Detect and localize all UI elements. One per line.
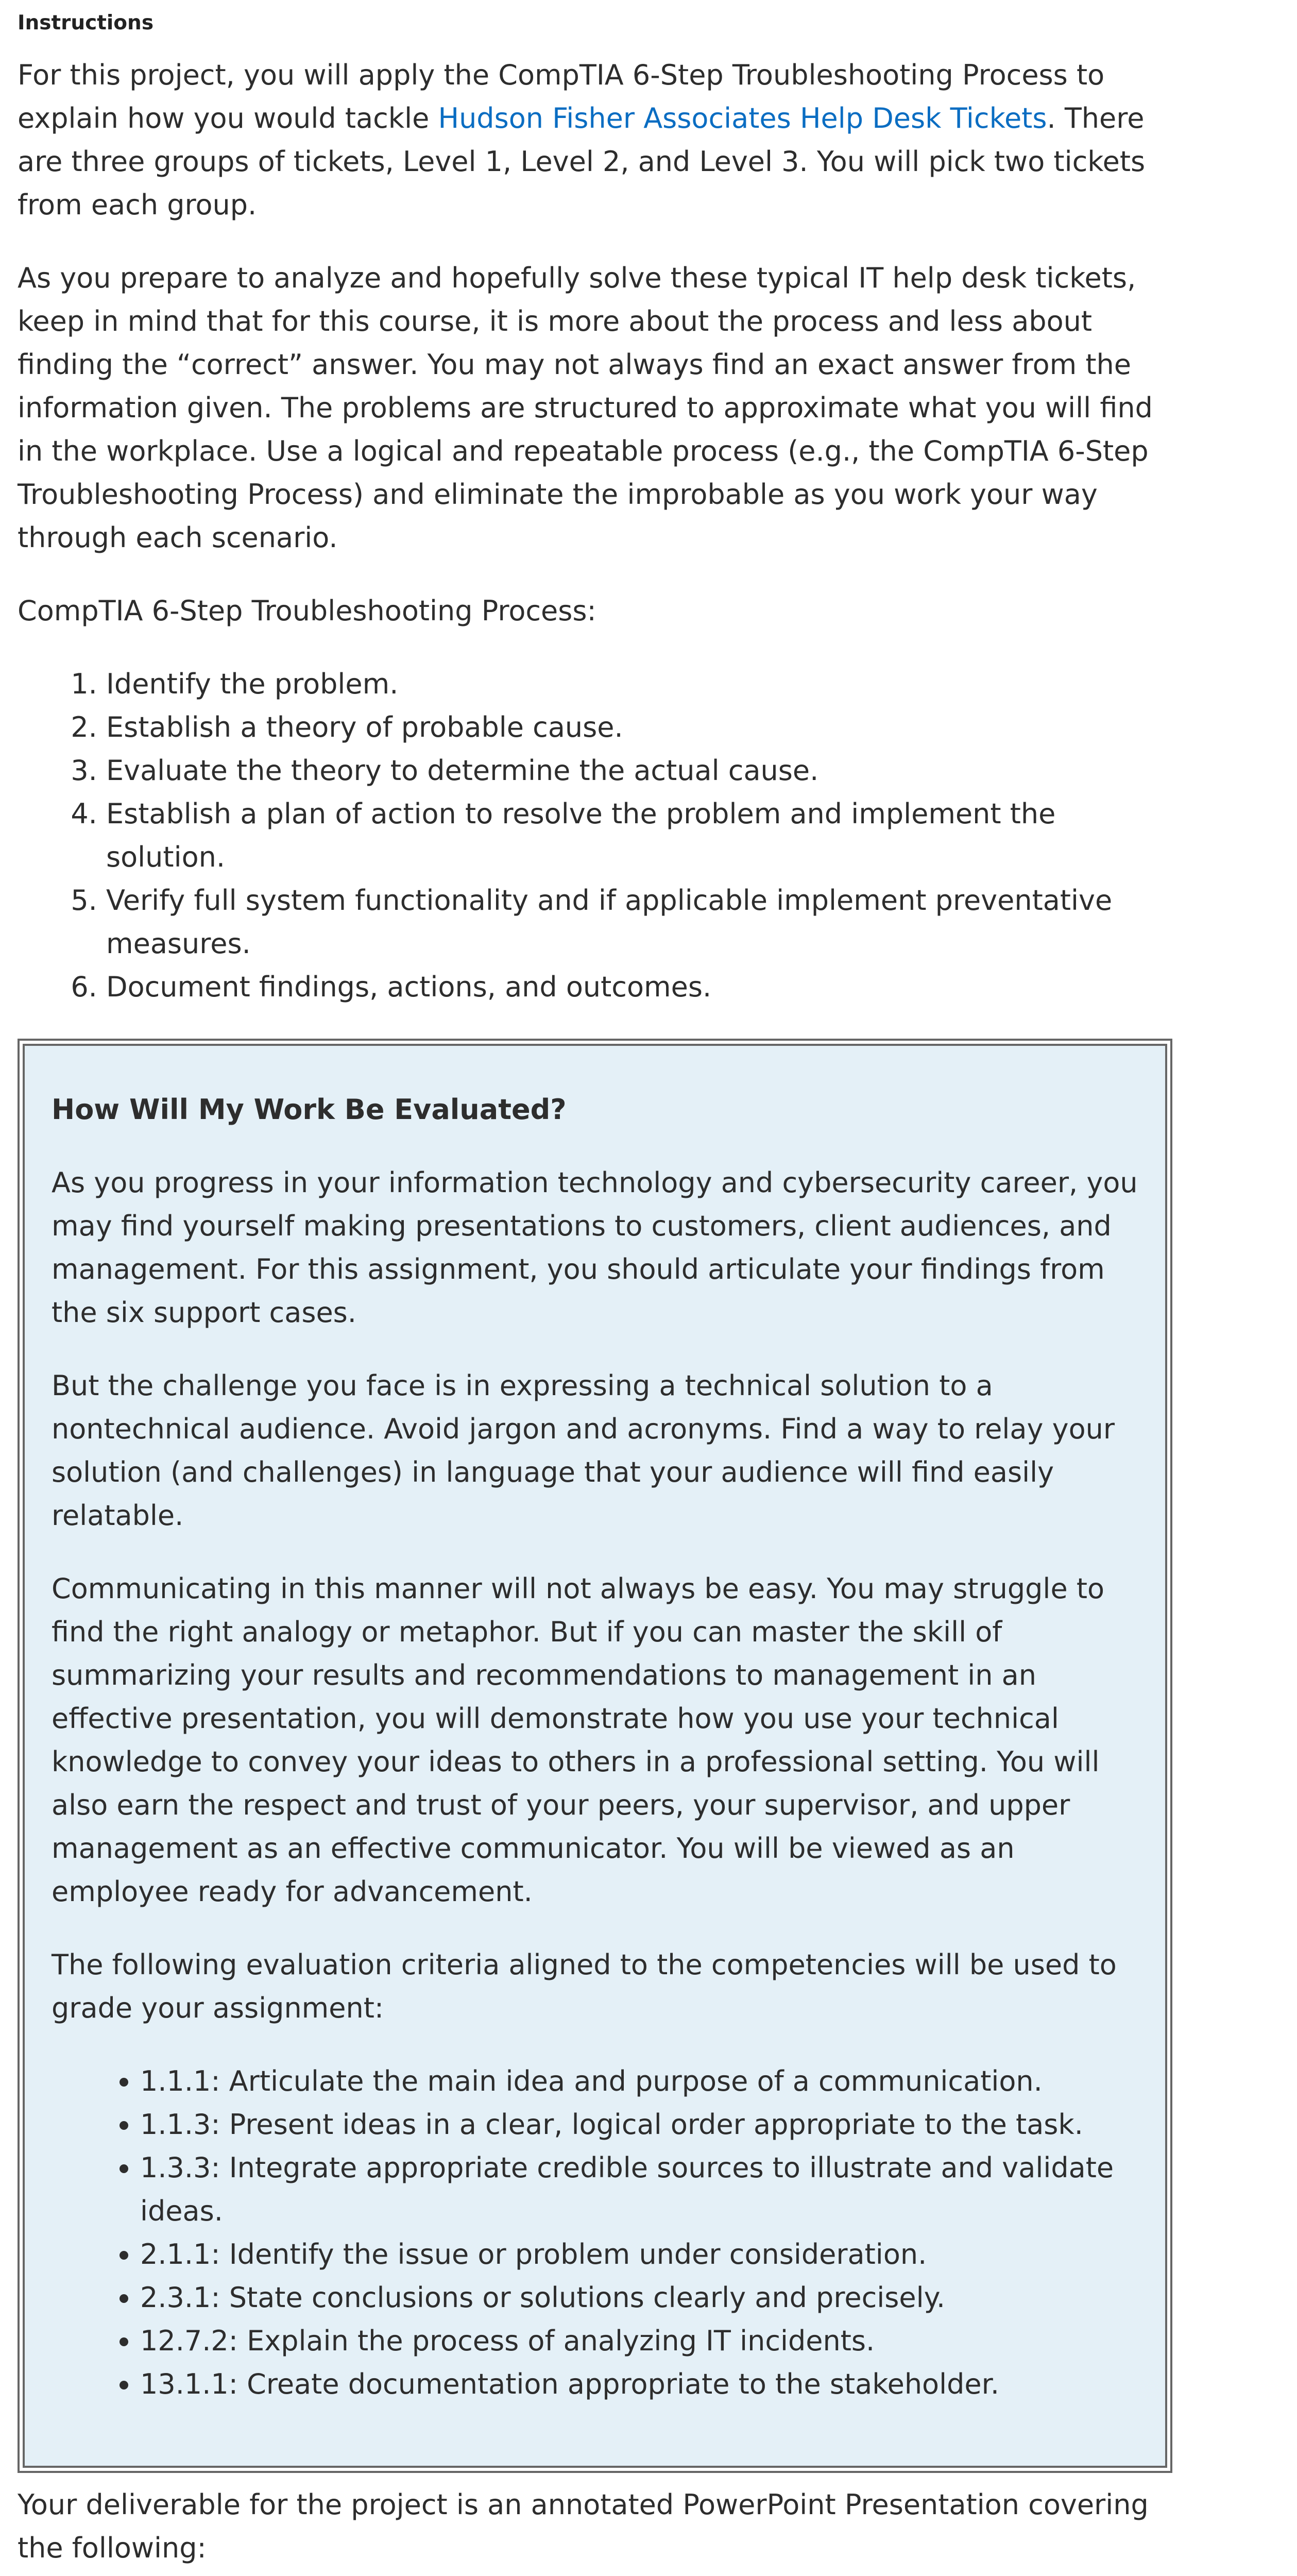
intro-text-post: . There are three groups of tickets, Level 1, Level 2, and Level 3. You will pick two tickets from each group. — [18, 102, 1146, 221]
evaluation-box — [18, 1039, 1172, 2473]
deliverable-intro: Your deliverable for the project is an annotated PowerPoint Presentation covering the following: — [18, 2488, 1149, 2564]
intro-text-pre: For this project, you will apply the CompTIA 6-Step Troubleshooting Process to explain how you would tackle — [18, 59, 1105, 134]
instructions-content — [18, 54, 1176, 2576]
criteria-item: • 1.1.3: Present ideas in a clear, logical order appropriate to the task. — [140, 2103, 1138, 2146]
criteria-item: • 12.7.2: Explain the process of analyzing IT incidents. — [140, 2319, 1138, 2363]
step-item: 3. Evaluate the theory to determine the actual cause. — [106, 749, 1176, 792]
evaluation-criteria-list — [52, 2060, 1138, 2406]
intro-paragraph — [18, 54, 1176, 227]
step-item: 6. Document findings, actions, and outcomes. — [106, 965, 1176, 1009]
criteria-item: • 2.1.1: Identify the issue or problem under consideration. — [140, 2233, 1138, 2276]
troubleshooting-steps-list — [18, 663, 1176, 1009]
criteria-item: • 1.3.3: Integrate appropriate credible sources to illustrate and validate ideas. — [140, 2146, 1138, 2233]
process-title: CompTIA 6-Step Troubleshooting Process: — [18, 595, 596, 627]
evaluation-paragraph: The following evaluation criteria aligned to the competencies will be used to grade your assignment: — [52, 1948, 1117, 2024]
criteria-item: • 1.1.1: Articulate the main idea and purpose of a communication. — [140, 2060, 1138, 2103]
criteria-item: • 13.1.1: Create documentation appropriate to the stakeholder. — [140, 2363, 1138, 2406]
evaluation-paragraph: As you progress in your information technology and cybersecurity career, you may find yourself making presentations to customers, client audiences, and management. For this assignment, you should articulate your findings from the six support cases. — [52, 1166, 1138, 1329]
instructions-heading: Instructions — [18, 11, 154, 35]
step-item: 4. Establish a plan of action to resolve the problem and implement the solution. — [106, 792, 1176, 879]
criteria-item: • 2.3.1: State conclusions or solutions clearly and precisely. — [140, 2276, 1138, 2319]
evaluation-paragraph: Communicating in this manner will not always be easy. You may struggle to find the right analogy or metaphor. But if you can master the skill of summarizing your results and recommendations to management in an effective presentation, you will demonstrate how you use your technical knowledge to convey your ideas to others in a professional setting. You will also earn the respect and trust of your peers, your supervisor, and upper management as an effective communicator. You will be viewed as an employee ready for advancement. — [52, 1572, 1105, 1908]
evaluation-box-inner — [23, 1044, 1167, 2468]
prepare-paragraph: As you prepare to analyze and hopefully solve these typical IT help desk tickets, keep in mind that for this course, it is more about the process and less about finding the “correct” answer. You may not always find an exact answer from the information given. The problems are structured to approximate what you will find in the workplace. Use a logical and repeatable process (e.g., the CompTIA 6-Step Troubleshooting Process) and eliminate the improbable as you work your way through each scenario. — [18, 262, 1153, 554]
step-item: 5. Verify full system functionality and if applicable implement preventative measures. — [106, 879, 1176, 965]
step-item: 1. Identify the problem. — [106, 663, 1176, 706]
help-desk-tickets-link[interactable]: Hudson Fisher Associates Help Desk Tickets — [438, 102, 1047, 134]
step-item: 2. Establish a theory of probable cause. — [106, 706, 1176, 749]
evaluation-title: How Will My Work Be Evaluated? — [52, 1093, 567, 1126]
evaluation-paragraph: But the challenge you face is in expressing a technical solution to a nontechnical audience. Avoid jargon and acronyms. Find a way to relay your solution (and challenges) in language that your audience will find easily relatable. — [52, 1369, 1115, 1532]
